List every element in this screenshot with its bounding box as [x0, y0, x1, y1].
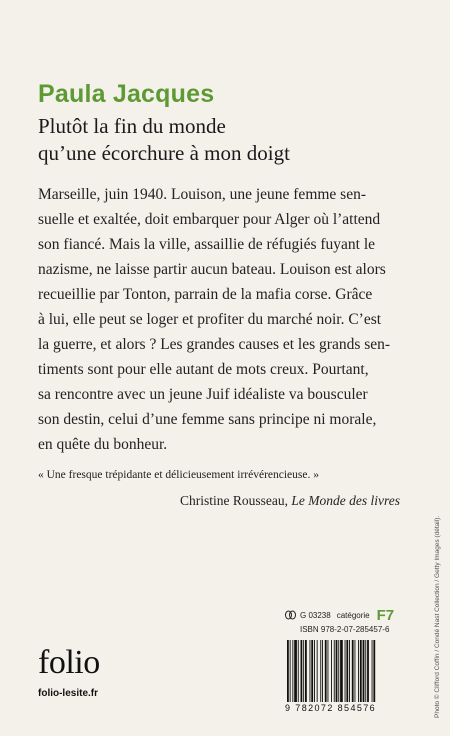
- barcode-bar: [328, 640, 329, 702]
- barcode-bar: [345, 640, 346, 702]
- barcode-bar: [294, 640, 297, 702]
- barcode-bar: [367, 640, 369, 702]
- synopsis-line: sa rencontre avec un jeune Juif idéaliste va bousculer: [38, 386, 368, 403]
- synopsis-line: son fiancé. Mais la ville, assaillie de réfugiés fuyant le: [38, 236, 376, 253]
- book-title: [38, 113, 290, 167]
- product-codes: [285, 608, 394, 634]
- barcode-bar: [322, 640, 323, 702]
- author-name: Paula Jacques: [38, 80, 215, 108]
- barcode-bar: [352, 640, 354, 702]
- barcode-bar: [334, 640, 335, 702]
- barcode-bar: [338, 640, 339, 702]
- synopsis-line: timents sont pour elle autant de mots creux. Pourtant,: [38, 361, 369, 378]
- product-code: G 03238: [300, 610, 331, 620]
- barcode-bar: [290, 640, 291, 702]
- publisher-logo: folio: [38, 644, 100, 681]
- photo-credit: Photo © Clifford Coffin / Condé Nast Collection / Getty Images (détail).: [434, 515, 441, 718]
- isbn: ISBN 978-2-07-285457-6: [300, 625, 390, 634]
- attribution-name: Christine Rousseau,: [180, 493, 292, 508]
- book-title-line-2: qu’une écorchure à mon doigt: [38, 141, 290, 165]
- barcode: [285, 640, 411, 702]
- barcode-bar: [303, 640, 304, 702]
- barcode-bar: [372, 640, 373, 702]
- barcode-bar: [358, 640, 359, 702]
- barcode-bar: [310, 640, 311, 702]
- barcode-bar: [331, 640, 332, 702]
- publisher-site: folio-lesite.fr: [38, 688, 99, 699]
- barcode-bar: [292, 640, 293, 702]
- barcode-bar: [340, 640, 343, 702]
- synopsis-line: son destin, celui d’une femme sans principe ni morale,: [38, 411, 377, 428]
- barcode-bar: [325, 640, 327, 702]
- barcode-bar: [346, 640, 348, 702]
- book-title-line-1: Plutôt la fin du monde: [38, 114, 226, 138]
- synopsis-line: suelle et exaltée, doit embarquer pour Alger où l’attend: [38, 211, 381, 228]
- synopsis-line: recueillie par Tonton, parrain de la mafia corse. Grâce: [38, 286, 373, 303]
- barcode-bar: [287, 640, 289, 702]
- barcode-bar: [314, 640, 315, 702]
- barcode-bar: [311, 640, 313, 702]
- barcode-bar: [349, 640, 350, 702]
- synopsis-line: à lui, elle peut se loger et profiter du marché noir. C’est: [38, 311, 382, 328]
- barcode-bar: [298, 640, 299, 702]
- barcode-bar: [301, 640, 303, 702]
- bean-icon: [285, 610, 296, 620]
- synopsis: [38, 182, 423, 457]
- category-value: F7: [376, 606, 395, 624]
- barcode-bar: [373, 640, 375, 702]
- barcode-bar: [317, 640, 318, 702]
- synopsis-line: Marseille, juin 1940. Louison, une jeune femme sen-: [38, 186, 367, 203]
- synopsis-line: la guerre, et alors ? Les grandes causes et les grands sen-: [38, 336, 391, 353]
- barcode-digits: 9 782072 854576: [285, 703, 377, 713]
- synopsis-line: nazisme, ne laisse partir aucun bateau. Louison est alors: [38, 261, 386, 278]
- attribution-publication: Le Monde des livres: [291, 493, 400, 508]
- code-line: [285, 608, 394, 622]
- barcode-bar: [305, 640, 307, 702]
- press-quote: « Une fresque trépidante et délicieusement irrévérencieuse. »: [38, 469, 319, 481]
- barcode-bar: [360, 640, 362, 702]
- barcode-bar: [363, 640, 365, 702]
- synopsis-line: en quête du bonheur.: [38, 436, 168, 453]
- barcode-bar: [355, 640, 356, 702]
- barcode-bar: [320, 640, 321, 702]
- category-label: catégorie: [336, 610, 370, 620]
- barcode-bar: [336, 640, 338, 702]
- quote-attribution: [180, 492, 400, 510]
- barcode-bar: [365, 640, 366, 702]
